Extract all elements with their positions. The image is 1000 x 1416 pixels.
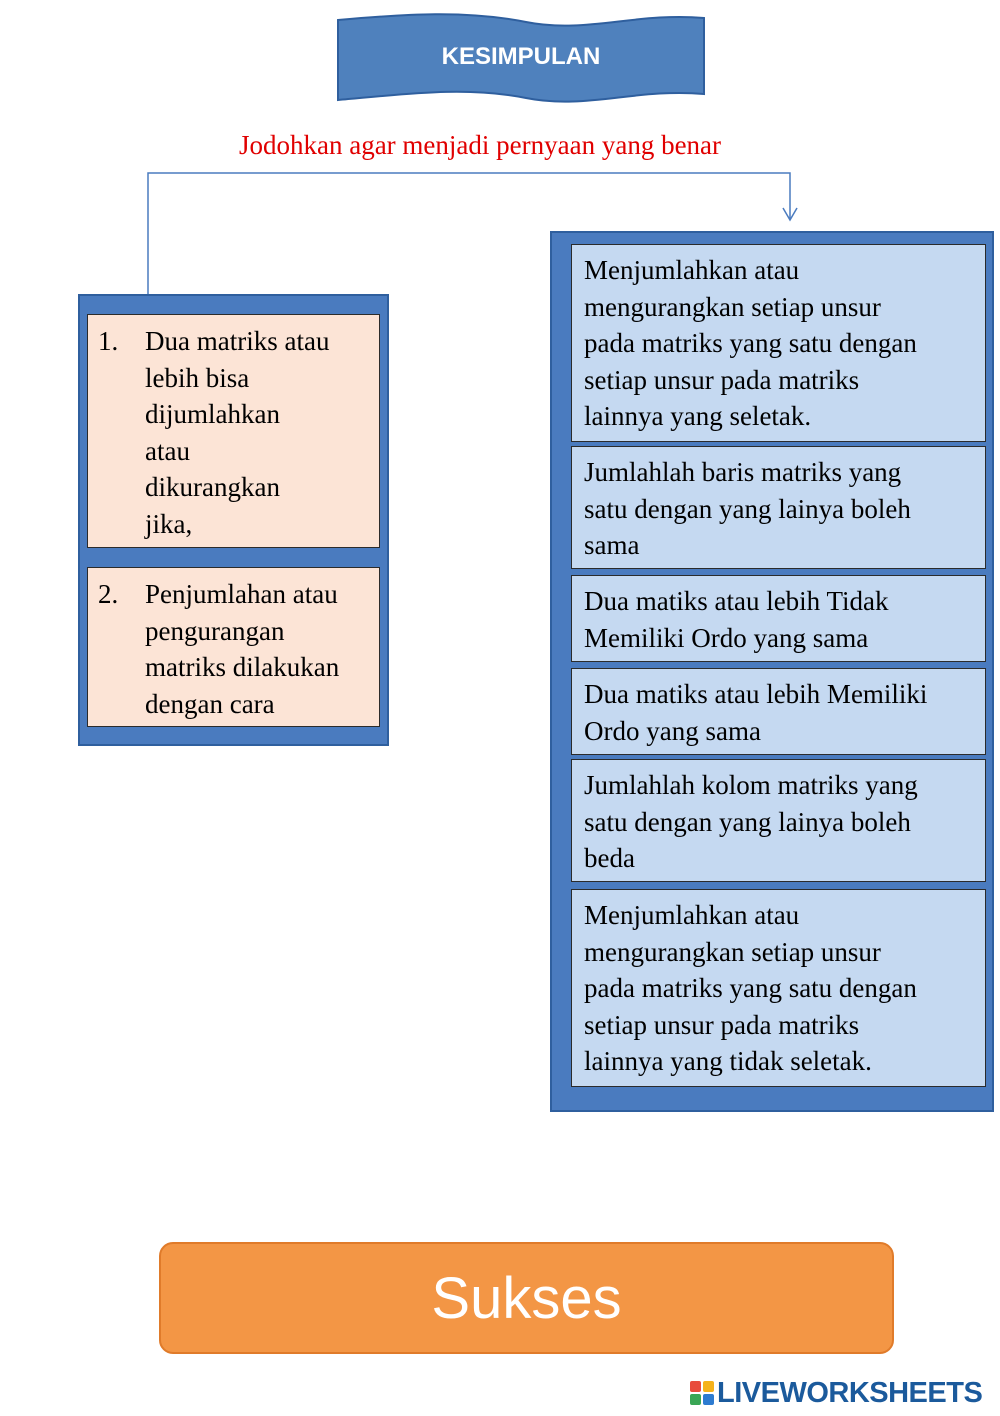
liveworksheets-logo (690, 1376, 982, 1410)
text-line: sama (584, 530, 640, 560)
text-line: lainnya yang seletak. (584, 401, 812, 431)
statement-text (145, 576, 371, 722)
text-line: matriks dilakukan (145, 652, 340, 682)
statement-text (145, 323, 371, 542)
text-line: mengurangkan setiap unsur (584, 291, 881, 322)
text-line: atau (145, 435, 190, 466)
text-line: Dua matiks atau lebih Tidak (584, 586, 889, 616)
logo-grid-icon (690, 1381, 714, 1405)
statement-item[interactable] (87, 314, 380, 548)
text-line: dikurangkan (145, 472, 280, 502)
answer-option[interactable] (571, 575, 986, 662)
brand-text: LIVEWORKSHEETS (717, 1376, 983, 1409)
text-line: pada matriks yang satu dengan (584, 973, 917, 1003)
text-line: mengurangkan setiap unsur (584, 936, 881, 967)
text-line: dijumlahkan (145, 399, 280, 429)
statement-number: 1. (98, 326, 119, 356)
answer-option[interactable] (571, 446, 986, 569)
text-line: beda (584, 843, 635, 873)
text-line: Dua matiks atau lebih Memiliki (584, 679, 928, 709)
text-line: jika, (145, 508, 193, 539)
statement-panel (78, 294, 389, 746)
result-button[interactable]: Sukses (159, 1242, 894, 1354)
answer-option[interactable] (571, 759, 986, 882)
text-line: Dua matriks atau (145, 326, 330, 356)
text-line: Penjumlahan atau (145, 579, 338, 609)
text-line: Jumlahlah kolom matriks yang (584, 770, 918, 800)
text-line: Memiliki Ordo yang sama (584, 622, 869, 653)
text-line: Ordo yang sama (584, 715, 761, 746)
text-line: satu dengan yang lainya boleh (584, 493, 911, 524)
text-line: Jumlahlah baris matriks yang (584, 457, 902, 487)
text-line: lebih bisa (145, 362, 250, 393)
text-line: lainnya yang tidak seletak. (584, 1046, 872, 1076)
text-line: satu dengan yang lainya boleh (584, 806, 911, 837)
answer-option[interactable] (571, 889, 986, 1087)
text-line: dengan cara (145, 688, 275, 719)
text-line: pengurangan (145, 615, 285, 646)
text-line: setiap unsur pada matriks (584, 364, 860, 395)
answer-option[interactable] (571, 668, 986, 755)
text-line: setiap unsur pada matriks (584, 1009, 860, 1040)
answer-option[interactable] (571, 244, 986, 442)
instruction-text: Jodohkan agar menjadi pernyaan yang benar (238, 130, 722, 160)
answer-panel (550, 231, 994, 1112)
statement-item[interactable] (87, 567, 380, 727)
text-line: pada matriks yang satu dengan (584, 328, 917, 358)
text-line: Menjumlahkan atau (584, 900, 800, 930)
statement-number: 2. (98, 579, 119, 609)
page-title: KESIMPULAN (441, 43, 601, 70)
text-line: Menjumlahkan atau (584, 255, 800, 285)
